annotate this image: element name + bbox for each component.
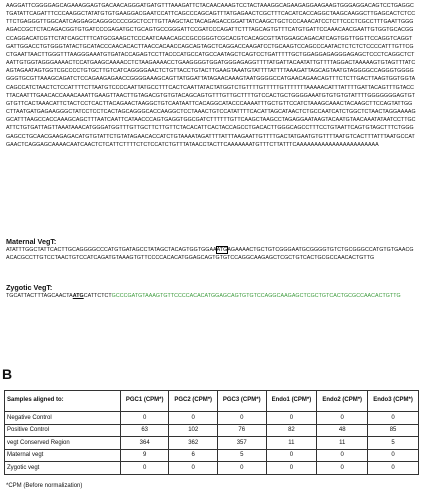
value-cell: 11	[317, 437, 368, 450]
value-cell: 0	[120, 462, 169, 475]
value-cell: 0	[266, 449, 317, 462]
value-cell: 76	[217, 424, 266, 437]
value-cell: 0	[368, 462, 419, 475]
value-cell: 0	[317, 462, 368, 475]
table-header-row	[5, 391, 419, 412]
value-cell: 6	[169, 449, 218, 462]
value-cell: 48	[317, 424, 368, 437]
value-cell: 5	[217, 449, 266, 462]
value-cell: 0	[368, 412, 419, 425]
footnote: *CPM (Before normalization)	[6, 483, 83, 489]
header-cell-pgc1: PGC1 (CPM*)	[120, 391, 169, 412]
value-cell: 82	[266, 424, 317, 437]
zygotic-vegt-label: Zygotic VegT:	[6, 283, 53, 292]
value-cell: 0	[266, 412, 317, 425]
row-label-cell: Zygotic vegt	[5, 462, 121, 475]
zygotic-vegt-sequence	[6, 292, 416, 300]
value-cell: 5	[368, 437, 419, 450]
maternal-start-codon: ATG	[216, 247, 228, 253]
maternal-seq-part1: ATATTTGGCTATTCACTTGCAGGGGCCCATGTGATAGCCTATAGCTACAGTGGTGGAA	[6, 247, 217, 253]
table-row	[5, 412, 419, 425]
3utr-sequence: AAGGATTCGGGGAGCAGAAAGGAGTGACAACAGGGATGATGTTTAAAGATTCTACAACAAAGTCCTACTAAAGGCAGAAGAGGAAGAAGTGGGAGGACAGTCCTGAGGCTGATATTCAGATTTCCCAAGGCTATATGTGTGAAGGACGAATCCATTCAGCCCAGCAGTTTATGAGAACTCGCTTTCACATCACCAGGCTAAGCAAGGCTTGAGCACTCTCCTTCTGAGGGTTGGCAATCAGGAGCAGGGCCCCGGCTCCTTGTTAAGCTACTACAGAGACCGGATTATCAAGCTGCTCCCAAACATCCTCTTCCCTCGCCTTTGAATTGGGAGACCGCTCTACAGACGGTGTGATCCCGAGATGCTGCAGTGCCGGGATTCCGATCCCAGATTCTTTAGCAGTGTTTCATGTGATTCCAAACAACGAATTGTGGTGCACGGCCAGGACATCGTTCTATCAGCTTTCATGCGAAGCTCCCAATCAAACAGCCGCCGGGTCGCACGTCACAGCGTTATGGAGCAGACATCAGTGGTTGGTTCCAGGTCAGGTGATTGGACCTGTGGGTATACTGCATACCCAACACACTTAACCACAACCAGCAGTAGCTCAGGACCAAGATCCTGCAAGTCCAGCCCAATACTCTCTCTCCCCATTTGTTCGCTGAATTAACTTGGGTTTAAGGGAAATGTGATACCAGAGTCCTTACCCATGCCATGCCAATAGCTCAGTCCTGATTTTTGCTGGAGGAGAGGGAGAGCTCCCTCAGGCTCTAATTGTGGTAGGGAAAACTCCATGAAGCAAAACCTCTAAGAAAACCTGAAGGGGTGGATGGGAGAGGTTTTATGATTACAATATTGTTTTAGGACTAAAAAGTGTAGTTTATCAGTAGAATAGTGGTCGCCCCTGTGCTTGTCATCAGGGGAACTCTGTTACCTGTACTTGAAGTAAATGTATTTTATTTTAAAGATTAGCAGTAATGTAGGGGCCAGGGTGGGGGGGTGCGTTAAAGCAGATCTCCAGAAGAGAACCGGGGAAAGCAGTTATGGATTATAGAACAAAGTAATGGGGCCATGAACAGAACAGTTTCTCTTGACTTAAGTGGTGGTACAGCCATCTAACTCTCCATTTTCTTAATGTCCCCAATTATGCCTTTCACTCAATTATACTATGGTCTGTTTTGTTTTTGTTTTTTTAAAAACATTTATTTTGATTACAGTTTGTACCTTACAATTTGAACACCAAACAAATTGAAGTTAACTTGTAGACGTGTGTACAGCAGTGTTTGTTGCTTTTGTCCACTGCTGGGGAAATGTGTGTGTATTTTGGGGGGGAGTGTGTGTTCACTAAACATTCTACTCCTCACTTACAGAACTAAGGCTGTCAATAATTCACAGGCATACCCAAAATTTGCTGTTCCATCTAAAGCAAACTACAAGCTTCCAGTATTGGCTTAATGATGAGAAGGGCTATCCTCCTCACTAGCAGGGCACCAAGGCTCCTAAACTGTCCATATTTTCACATTAGCATAACTCTGCCAATCATCTGGCTCTAACTAGGAAAAGGCATTTAAGCCACCAAAGCAGCTTTAATCAATTCATAACCCAGTGAGGTGGCGATCTTTTTTGTTCAAGCTAAGCCTAGAGGAATAAGTACAATGTAACAAATATAATCCTTGCATTCTGTGATTAGTTAAATAAACATGGGATGGTTTGTTGCTTCTTGTTCTACACATTCACTACCAGCCTGACACTTGGGCAGCCTTTCCTGTAATTCAGTGTAGCTTTCTGGGGAGCCTGCAACGAAGAGACATGTGTATTCTGTATAGAACACCATCTGTAAAATAGATTTTATTTAAGAATTGTTTTGACTATGAATGTGTTTTAATGTCACTTTATTTAATGCCATGAACTCAGGAGCAAAACAATCAACTCTCATTCTTTTCTCTCCATCTGTTTATAACCTACTTCAAAAAAATGTTTCTTATTTCAAAAAAAAAAAAAAAAAAAAAAA	[6, 3, 416, 148]
header-cell-pgc3: PGC3 (CPM*)	[217, 391, 266, 412]
value-cell: 364	[120, 437, 169, 450]
value-cell: 0	[217, 412, 266, 425]
value-cell: 0	[217, 462, 266, 475]
header-cell-endo2: Endo2 (CPM*)	[317, 391, 368, 412]
value-cell: 362	[169, 437, 218, 450]
maternal-seq-part2: AGAAAACTGCTGTCGGGAATGCGGGGTGTCTGCGGGCCATGTGTGAACGACACGCCTTGTCCTAACTGTCCATCAGATGTAAAGTGTTCCCCACACATGGAGCAGTGTGTCCAGGCAAGAGCTCGCTGTCACTGCGCCAACACTGTTG	[6, 247, 414, 262]
zygotic-seq-part1: TGCATTACTTTAGCAACTA	[6, 293, 73, 299]
value-cell: 0	[317, 449, 368, 462]
header-cell-samples: Samples aligned to:	[5, 391, 121, 412]
value-cell: 63	[120, 424, 169, 437]
value-cell: 0	[169, 462, 218, 475]
table-row	[5, 437, 419, 450]
cpm-table	[4, 390, 419, 475]
maternal-vegt-sequence	[6, 246, 416, 262]
panel-b-label: B	[2, 366, 13, 382]
zygotic-seq-conserved: GCCCGATGTAAAGTGTTCCCCACACATGGAGCAGTGTGTCCAGGCAAGAGCTCGCTGTCACTGCGCCAACACTGTTG	[111, 293, 401, 299]
value-cell: 102	[169, 424, 218, 437]
row-label-cell: Positive Control	[5, 424, 121, 437]
value-cell: 0	[120, 412, 169, 425]
header-cell-endo1: Endo1 (CPM*)	[266, 391, 317, 412]
value-cell: 0	[169, 412, 218, 425]
header-cell-pgc2: PGC2 (CPM*)	[169, 391, 218, 412]
header-cell-endo3: Endo3 (CPM*)	[368, 391, 419, 412]
table-row	[5, 424, 419, 437]
table-row	[5, 462, 419, 475]
row-label-cell: vegt Conserved Region	[5, 437, 121, 450]
value-cell: 0	[368, 449, 419, 462]
value-cell: 357	[217, 437, 266, 450]
value-cell: 0	[266, 462, 317, 475]
row-label-cell: Negative Control	[5, 412, 121, 425]
value-cell: 9	[120, 449, 169, 462]
zygotic-start-codon: ATG	[72, 293, 84, 299]
table-row	[5, 449, 419, 462]
zygotic-seq-part2: CATTCTCT	[83, 293, 112, 299]
value-cell: 11	[266, 437, 317, 450]
value-cell: 85	[368, 424, 419, 437]
maternal-vegt-label: Maternal VegT:	[6, 237, 57, 246]
value-cell: 0	[317, 412, 368, 425]
row-label-cell: Maternal vegt	[5, 449, 121, 462]
